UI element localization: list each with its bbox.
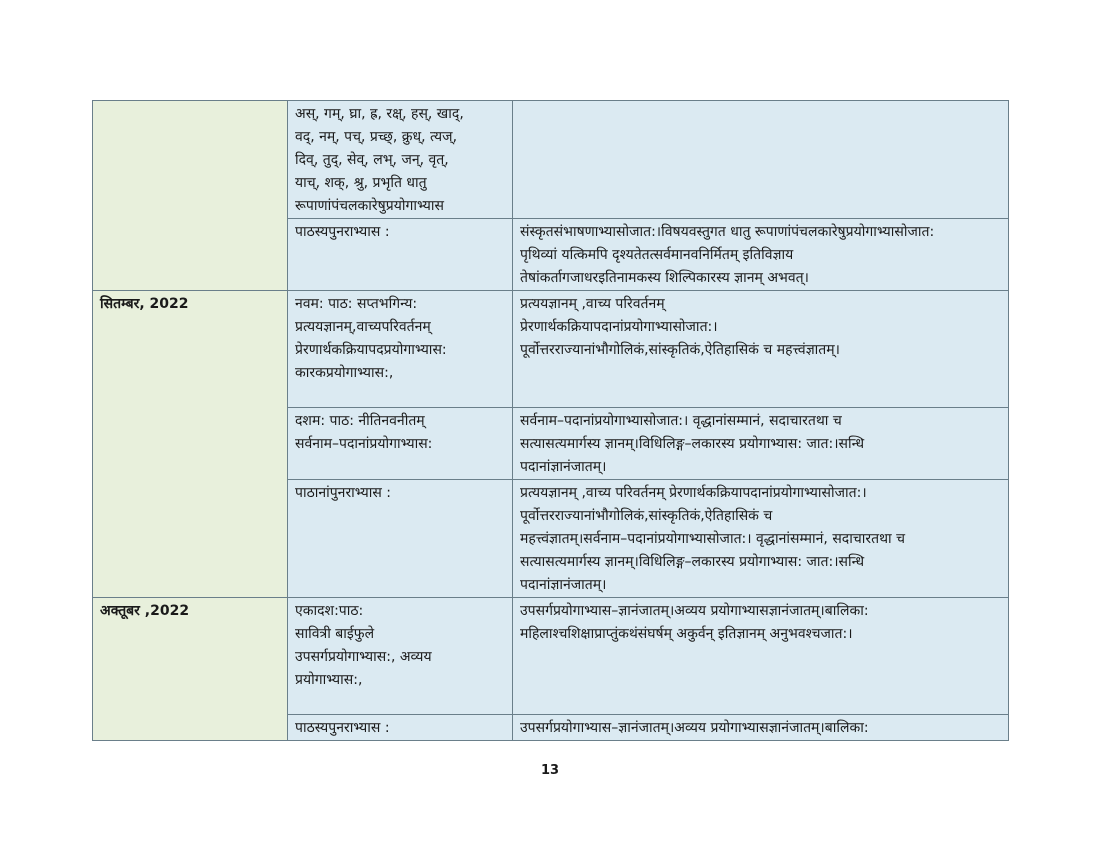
cell-text: प्रत्ययज्ञानम् ,वाच्य परिवर्तनम् (520, 296, 665, 312)
outcome-cell (513, 408, 1009, 480)
cell-text: तेषांकर्तागजाधरइतिनामकस्य शिल्पिकारस्य ज्ञानम् अभवत्। (520, 270, 809, 286)
month-label: अक्तूबर ,2022 (100, 603, 190, 619)
cell-text: प्रयोगाभ्यास:, (295, 672, 363, 688)
cell-text: अस्, गम्, घ्रा, ह्र, रक्ष्, हस्, खाद्, (295, 106, 464, 122)
cell-text: एकादश:पाठ: (295, 603, 364, 619)
month-cell (93, 598, 288, 741)
month-cell (93, 291, 288, 598)
cell-text: उपसर्गप्रयोगाभ्यास–ज्ञानंजातम्।अव्यय प्रयोगाभ्यासज्ञानंजातम्।बालिका: (520, 603, 869, 619)
outcome-cell (513, 715, 1009, 741)
cell-text: कारकप्रयोगाभ्यास:, (295, 365, 394, 381)
cell-text: महत्त्वंज्ञातम्।सर्वनाम–पदानांप्रयोगाभ्यासोजात:। वृद्धानांसम्मानं, सदाचारतथा च (520, 531, 905, 547)
cell-text: पूर्वोत्तरराज्यानांभौगोलिकं,सांस्कृतिकं,ऐतिहासिकं च (520, 508, 773, 524)
cell-text: दिव्, तुद्, सेव्, लभ्, जन्, वृत्, (295, 152, 449, 168)
topic-cell (288, 291, 513, 408)
outcome-cell (513, 101, 1009, 219)
topic-cell (288, 715, 513, 741)
cell-text: प्रत्ययज्ञानम्,वाच्यपरिवर्तनम् (295, 319, 431, 335)
topic-cell (288, 101, 513, 219)
cell-text: पाठस्यपुनराभ्यास : (295, 224, 390, 240)
cell-text: सत्यासत्यमार्गस्य ज्ञानम्।विधिलिङ्ग–लकारस्य प्रयोगाभ्यास: जात:।सन्धि (520, 436, 865, 452)
cell-text: पाठानांपुनराभ्यास : (295, 485, 392, 501)
cell-text: प्रेरणार्थकक्रियापदानांप्रयोगाभ्यासोजात:। (520, 319, 718, 335)
cell-text: पूर्वोत्तरराज्यानांभौगोलिकं,सांस्कृतिकं,ऐतिहासिकं च महत्त्वंज्ञातम्। (520, 342, 840, 358)
cell-text: उपसर्गप्रयोगाभ्यास–ज्ञानंजातम्।अव्यय प्रयोगाभ्यासज्ञानंजातम्।बालिका: (520, 720, 869, 736)
topic-cell (288, 219, 513, 291)
outcome-cell (513, 480, 1009, 598)
cell-text: सावित्री बाईफुले (295, 626, 375, 642)
table-row (93, 101, 1009, 219)
table-row (93, 291, 1009, 408)
cell-text: पदानांज्ञानंजातम्। (520, 459, 607, 475)
cell-text: पदानांज्ञानंजातम्। (520, 577, 607, 593)
cell-text: पृथिव्यां यत्किमपि दृश्यतेतत्सर्वमानवनिर्मितम् इतिविज्ञाय (520, 247, 794, 263)
cell-text: सर्वनाम–पदानांप्रयोगाभ्यासोजात:। वृद्धानांसम्मानं, सदाचारतथा च (520, 413, 842, 429)
month-label: सितम्बर, 2022 (100, 296, 189, 312)
outcome-cell (513, 598, 1009, 715)
cell-text: याच्, शक्, श्रु, प्रभृति धातु (295, 175, 427, 191)
cell-text: रूपाणांपंचलकारेषुप्रयोगाभ्यास (295, 198, 444, 214)
cell-text: संस्कृतसंभाषणाभ्यासोजात:।विषयवस्तुगत धातु रूपाणांपंचलकारेषुप्रयोगाभ्यासोजात: (520, 224, 935, 240)
cell-text: वद्, नम्, पच्, प्रच्छ्, क्रुध्, त्यज्, (295, 129, 458, 145)
cell-text: उपसर्गप्रयोगाभ्यास:, अव्यय (295, 649, 432, 665)
topic-cell (288, 598, 513, 715)
page-number: 13 (540, 763, 560, 778)
syllabus-table (92, 100, 1009, 741)
cell-text: महिलाश्चशिक्षाप्राप्तुंकथंसंघर्षम् अकुर्वन् इतिज्ञानम् अनुभवश्चजात:। (520, 626, 853, 642)
table-row (93, 598, 1009, 715)
cell-text: सर्वनाम–पदानांप्रयोगाभ्यास: (295, 436, 433, 452)
cell-text: पाठस्यपुनराभ्यास : (295, 720, 390, 736)
cell-text: नवम: पाठ: सप्तभगिन्य: (295, 296, 418, 312)
month-cell (93, 101, 288, 291)
cell-text: दशम: पाठ: नीतिनवनीतम् (295, 413, 425, 429)
cell-text: प्रत्ययज्ञानम् ,वाच्य परिवर्तनम् प्रेरणार्थकक्रियापदानांप्रयोगाभ्यासोजात:। (520, 485, 867, 501)
outcome-cell (513, 291, 1009, 408)
cell-text: सत्यासत्यमार्गस्य ज्ञानम्।विधिलिङ्ग–लकारस्य प्रयोगाभ्यास: जात:।सन्धि (520, 554, 865, 570)
topic-cell (288, 480, 513, 598)
topic-cell (288, 408, 513, 480)
outcome-cell (513, 219, 1009, 291)
cell-text: प्रेरणार्थकक्रियापदप्रयोगाभ्यास: (295, 342, 447, 358)
